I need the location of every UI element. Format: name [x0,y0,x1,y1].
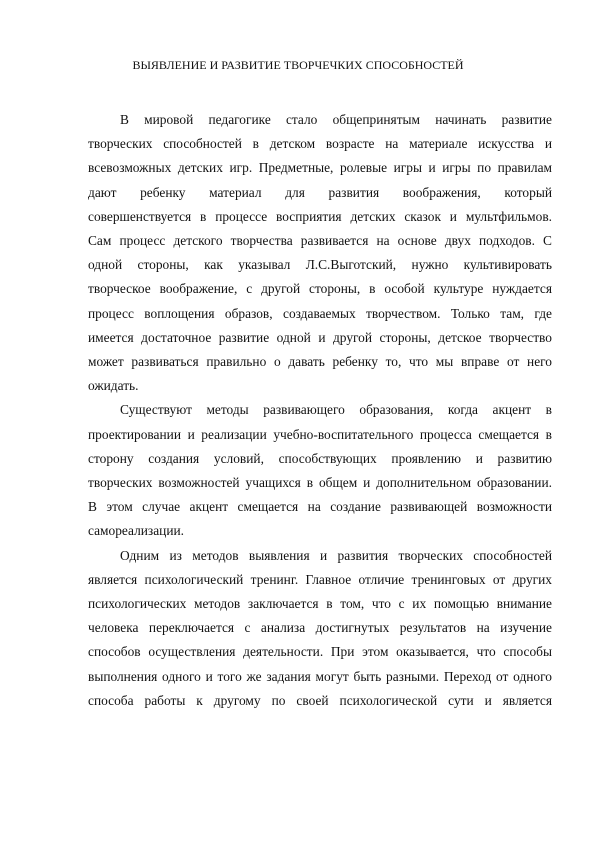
paragraph-line: имеется достаточное развитие одной и другой стороны, детское творчество [88,329,552,345]
paragraph-line: самореализации. [88,523,185,539]
paragraph-line: всевозможных детских игр. Предметные, ролевые игры и игры по правилам [88,160,552,176]
paragraph-line: человека переключается с анализа достигнутых результатов на изучение [88,620,552,636]
paragraph-line: может развиваться правильно о давать ребенку то, что мы вправе от него [88,354,552,370]
paragraph-line: Одним из методов выявления и развития творческих способностей [120,547,552,563]
paragraph-line: творческих способностей в детском возрасте на материале искусства и [88,136,552,152]
paragraph-3 [88,544,552,713]
paragraph-line: творческое воображение, с другой стороны, в особой культуре нуждается [88,281,552,297]
paragraph-line: выполнения одного и того же задания могут быть разными. Переход от одного [88,668,552,684]
paragraph-line: творческих возможностей учащихся в общем и дополнительном образовании. [88,475,552,491]
paragraph-line: ожидать. [88,378,139,394]
paragraph-line: В мировой педагогике стало общепринятым начинать развитие [120,112,552,127]
paragraph-line: психологических методов заключается в том, что с их помощью внимание [88,596,552,612]
paragraph-line: способов осуществления деятельности. При этом оказывается, что способы [88,644,552,660]
document-body [88,108,552,713]
paragraph-line: процесс воплощения образов, создаваемых творчеством. Только там, где [88,305,552,321]
paragraph-line: дают ребенку материал для развития воображения, который [88,184,552,200]
paragraph-line: сторону создания условий, способствующих проявлению и развитию [88,450,552,466]
document-title: ВЫЯВЛЕНИЕ И РАЗВИТИЕ ТВОРЧЕЧКИХ СПОСОБНОСТЕЙ [132,58,464,72]
paragraph-line: совершенствуется в процессе восприятия детских сказок и мультфильмов. [88,208,552,224]
paragraph-line: Существуют методы развивающего образования, когда акцент в [120,402,552,418]
paragraph-line: В этом случае акцент смещается на создание развивающей возможности [88,499,552,515]
paragraph-line: одной стороны, как указывал Л.С.Выготский, нужно культивировать [88,257,552,273]
paragraph-line: Сам процесс детского творчества развивается на основе двух подходов. С [88,233,552,249]
paragraph-1 [88,108,552,398]
paragraph-line: является психологический тренинг. Главное отличие тренинговых от других [88,571,552,587]
paragraph-line: способа работы к другому по своей психологической сути и является [88,692,552,708]
paragraph-line: проектировании и реализации учебно-воспитательного процесса смещается в [88,426,552,442]
paragraph-2 [88,398,552,543]
